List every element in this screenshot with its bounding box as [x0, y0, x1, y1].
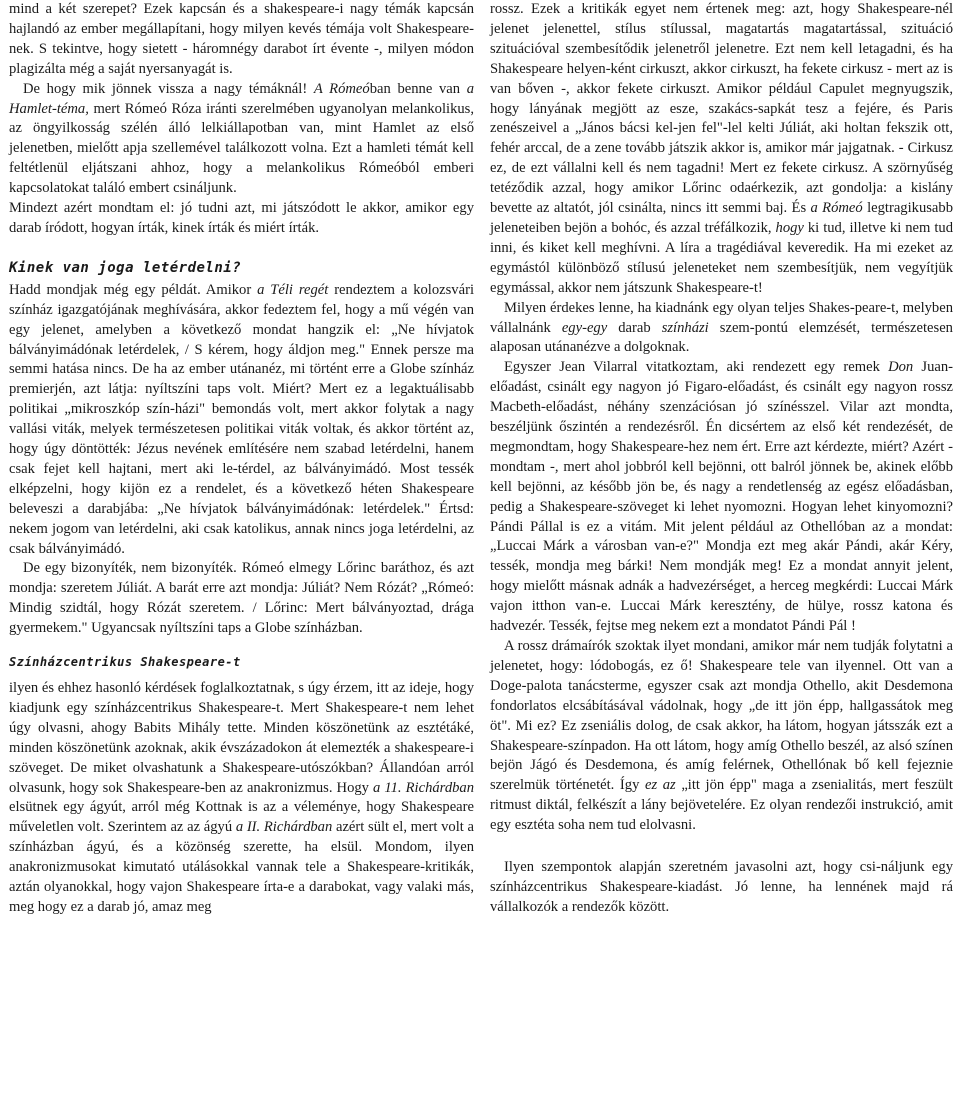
- text-run: rendeztem a kolozsvári színház igazgatójának meghívására, akkor fedeztem fel, hogy a mű végén van egy jelenet, amelyben a következő mondat hangzik el: „Ne hívjatok bálványimádónak letérdelek, / S kérem, hogy áldjon meg." Ennek persze ma semmi hatása nincs. De ha az ember utánanéz, mi történt erre a Globe színház premierjén, azt látja: nyíltszíni taps volt. Miért? Mert ez a legaktuálisabb politikai „mikroszkóp szín-házi" bemondás volt, mert akkor folytak a nagy vallási viták, melyek természetesen politikai viták voltak, és akkor történt az, hogy úgy döntötték: Jézus nevének említésére nem szabad letérdelni, hanem csak fejet kell hajtani, mert aki le-térdel, az bálványimádó. Most tessék elképzelni, hogy kijön ez a rendelet, és a következő héten Shakespeare beleveszi a darabjába: „Ne hívjatok bálványimádónak: letérdelek." Értsd: nekem jogom van letérdelni, aki csak katolikus, annak nincs joga letérdelni, az csak bálványimádó.: [9, 281, 474, 557]
- text-run: ban benne van: [369, 80, 467, 97]
- italic-title: a Rómeó: [810, 200, 863, 217]
- text-run: Hadd mondjak még egy példát.: [9, 281, 206, 298]
- paragraph: [490, 858, 953, 918]
- italic-word: színházi: [661, 319, 709, 336]
- paragraph: [9, 679, 474, 918]
- left-column: [9, 0, 474, 918]
- italic-title: a II. Richárdban: [235, 819, 333, 836]
- text-run: legtragikusabb jeleneteiben bejön a bohóc, és azzal tréfálkozik,: [490, 200, 953, 236]
- text-run: Milyen érdekes lenne, ha kiadnánk egy olyan teljes Shakes-peare-t, melyben vállalnánk: [490, 299, 953, 336]
- text-run: szem-pontú elemzését, természetesen alaposan utánanézve a dolgoknak.: [490, 319, 953, 356]
- text-run: Mindezt azért mondtam el: jó tudni azt, mi játszódott le akkor, amikor egy darab íródott, hogyan írták, kinek írták és miért írták.: [9, 200, 474, 236]
- italic-title: A Rómeó: [313, 80, 370, 97]
- text-run: ki tud, illetve ki nem tud inni, és kiket kell meghívni. A líra a tragédiával keveredik. Ha mi ezeket az egymástól különböző stílusú jeleneteket nem szembesítjük, nem vegyítjük egymással, akkor nem játszunk Shakespeare-t!: [490, 219, 953, 296]
- italic-word: ez az: [644, 777, 676, 794]
- text-run: elsütnek egy ágyút, arról még Kottnak is az a véleménye, hogy Shakespeare műveletlen volt. Szerintem az az ágyú: [9, 799, 474, 836]
- section-heading: Kinek van joga letérdelni?: [9, 259, 242, 276]
- italic-title: a Hamlet-téma,: [9, 80, 475, 117]
- paragraph: [490, 0, 953, 299]
- italic-title: Don: [888, 359, 914, 376]
- text-run: A rossz drámaírók szoktak ilyet mondani, amikor már nem tudják folytatni a jelenetet, hogy: lódobogás, ez ő! Shakespeare tele van ilyennel. Ott van a Doge-palota tanácsterme, egyszer csak azt mondja Othello, akit Desdemona fondorlatos elcsábításával vádolnak, hogy „de itt jön épp, hallgassátok meg öt". Mi ez? Ez zseniális dolog, de csak akkor, ha látom, hogyan játsszák ezt a Shakespeare-színpadon. Ha ott látom, hogy amíg Othello beszél, az alsó színen bejön Jágó és Desdemona, és amíg felérnek, Othellónak bő kell fejeznie szerelmük történetét. Így: [490, 638, 953, 794]
- text-run: mert Rómeó Róza iránti szerelmében ugyanolyan melankolikus, az öngyilkosság szélén álló lelkiállapotban van, mint Hamlet az első jelenetben, mielőtt apja szellemével találkozott volna. Ezt a hamleti témát kell feltétlenül eljátszani ahhoz, hogy a melankolikus Rómeóból emberi kapcsolatokat találó embert csináljunk.: [9, 100, 474, 197]
- text-run: De egy bizonyíték, nem bizonyíték. Rómeó elmegy Lőrinc baráthoz, és azt mondja: szeretem Júliát. A barát erre azt mondja: Júliát? Nem Rózát? „Rómeó: Mindig szidtál, hogy Rózát szeretem. / Lőrinc: Mert bálványoztad, drága gyermekem." Ugyancsak nyíltszíni taps a Globe színházban.: [9, 560, 474, 637]
- text-run: azért sült el, mert volt a színházban ágyú, és a közönség szerette, ha elsül. Mondom, ilyen anakronizmusokat kimutató utálásokkal vannak tele a Shakespeare-kritikák, aztán olyanokkal, hogy vajon Shakespeare írta-e a darabokat, vagy valaki más, meg hogy ez a darab jó, amaz meg: [9, 819, 474, 915]
- text-run: ilyen és ehhez hasonló kérdések foglalkoztatnak, s úgy érzem, itt az ideje, hogy kiadjunk egy színházcentrikus Shakespeare-t. Mert Shakespeare-t nem lehet úgy olvasni, ahogy Babits Mihály tette. Minden köszönetünk az esztétáké, minden köszönetünk azoknak, akik évszázadokon át elemezték a shakespeare-i szöveget. De miket olvashatunk a Shakespeare-utószókban? Állandóan arról olvasunk, hogy sok Shakespeare-ben az anakronizmus. Hogy: [9, 680, 474, 796]
- paragraph: [490, 358, 953, 637]
- italic-title: a 11. Richárdban: [373, 779, 475, 796]
- paragraph: [9, 559, 474, 639]
- section-heading: Színházcentrikus Shakespeare-t: [9, 655, 241, 670]
- text-run: Amikor: [205, 281, 258, 298]
- paragraph: [490, 637, 953, 836]
- right-column: [490, 0, 953, 918]
- italic-word: egy-egy: [561, 319, 608, 336]
- paragraph: [9, 80, 474, 199]
- paragraph: [9, 0, 474, 80]
- text-run: „itt jön épp" maga a zsenialitás, mert feszült ritmust diktál, felkészít a lány bejövetelére. Ez olyan rendezői instrukció, amit egy esztéta soha nem tud elolvasni.: [490, 777, 953, 834]
- italic-word: hogy: [775, 219, 804, 236]
- text-run: Ilyen szempontok alapján szeretném javasolni azt, hogy csi-náljunk egy színházcentrikus Shakespeare-kiadást. Jó lenne, ha lennének majd rá vállalkozók a rendezők között.: [490, 859, 953, 915]
- text-run: Juan-előadást, csinált egy nagyon jó Figaro-előadást, és csinált egy nagyon rossz Macbeth-előadást, néhány szenzációsan jó színésszel. Vilar azt mondta, beszéljünk őszintén a rendezésről. Én dicsértem az első két rendezését, de megmondtam, hogy Shakespeare-hez nem ért. Erre azt kérdezte, miért? Azért - mondtam -, mert ahol jobbról kell bejönni, ott balról jönnek be, akinek előbb kell bejönni, az később jön be, és nagy a rendetlenség az egész előadásban, pedig a Shakespeare-szöveget ki lehet nyomozni. Hogyan lehet kinyomozni? Pándi Pállal is ez a vitám. Mit jelent például az Othellóban az a mondat: „Luccai Márk a városban van-e?" Mondja ezt meg akár Pándi, akár Kéry, tessék, mondja meg bárki! Nem mondják meg! Ez a mondat annyit jelent, hogy mielőtt másnak adnák a hadvezérséget, a herceg megkérdi: Luccai Márk vajon itthon van-e. Luccai Márk keresztény, de hülye, rossz katona és hadvezér. Tessék, fejtse meg nekem ezt a mondatot Pándi Pál !: [490, 359, 954, 635]
- text-run: darab: [607, 319, 662, 336]
- paragraph: [9, 281, 474, 560]
- text-run: De hogy mik jönnek vissza a nagy témáknál!: [23, 80, 314, 97]
- italic-title: a Téli regét: [257, 281, 329, 298]
- text-run: rossz. Ezek a kritikák egyet nem értenek meg: azt, hogy Shakespeare-nél jelenet jelenettel, stílus stílussal, magatartás magatartással, szituáció szituációval szembesítődik jelenetről jelenetre. Ezt nem kell letagadni, és ha Shakespeare helyen-ként cirkuszt, akkor cirkuszt, ha fekete cirkusz - mert az is van bőven -, akkor fekete cirkuszt. Amikor például Capulet megnyugszik, hogy lányának megjött az esze, szakács-sapkát tesz a fejére, és Paris zenészeivel a „János bácsi kel-jen fel"-lel kelti Júliát, aki holtan fekszik ott, fehér arccal, de a zene tovább játszik akkor is, amikor már jajgatnak. - Cirkusz ez, de ezt vállalni kell és nem tagadni! Mert ez fekete cirkusz. A szörnyűség tetéződik azzal, hogy amikor Lőrinc odaérkezik, azt gondolja: a kislány bevette az altatót, jól csinálta, nincs itt semmi baj. És: [490, 1, 953, 217]
- paragraph: [9, 199, 474, 239]
- text-run: mind a két szerepet? Ezek kapcsán és a shakespeare-i nagy témák kapcsán hajlandó az ember megállapítani, hogy milyen kevés témája volt Shakespeare-nek. S tekintve, hogy sietett - háromnégy darabot írt évente -, milyen módon plagizálta még a saját nyersanyagát is.: [9, 1, 474, 77]
- paragraph: [490, 299, 953, 359]
- text-run: Egyszer Jean Vilarral vitatkoztam, aki rendezett egy remek: [504, 359, 889, 376]
